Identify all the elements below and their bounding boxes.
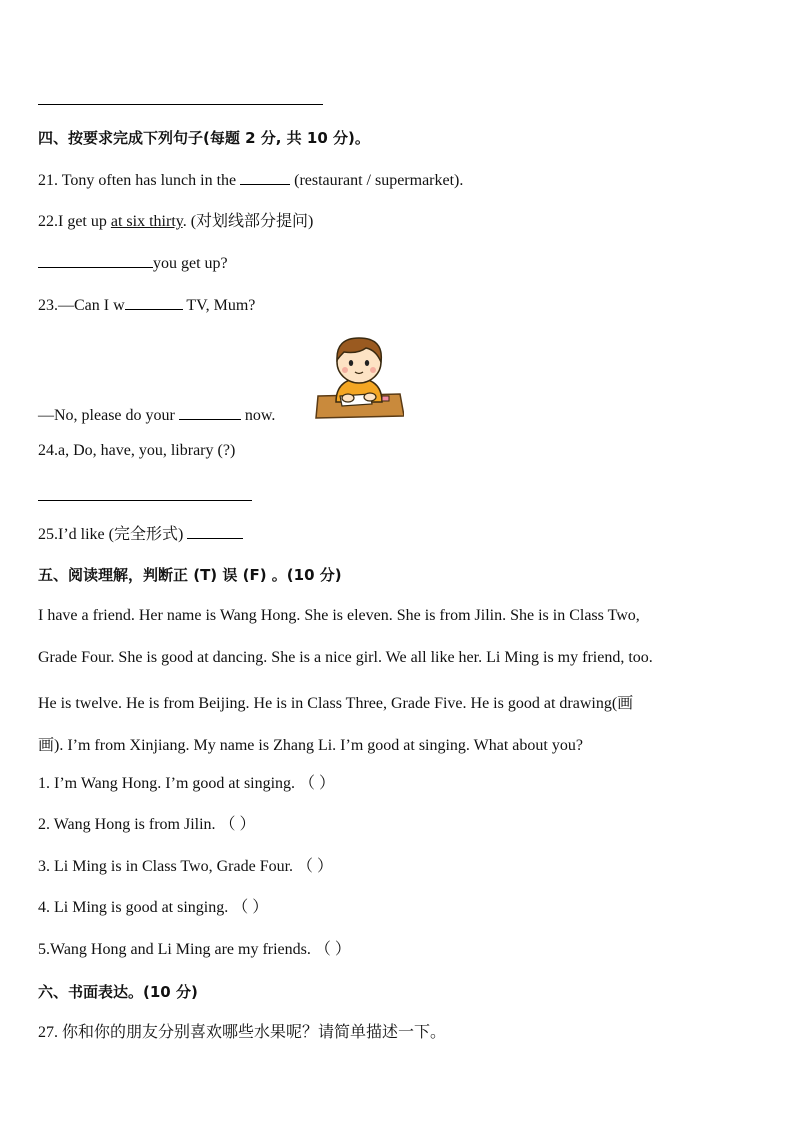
answer-line-top bbox=[38, 104, 323, 105]
boy-doing-homework-icon bbox=[314, 332, 404, 422]
judge-item-2[interactable]: 2. Wang Hong is from Jilin. （ ） bbox=[38, 816, 256, 833]
q22-post: . (对划线部分提问) bbox=[182, 213, 314, 230]
question-24: 24.a, Do, have, you, library (?) bbox=[38, 442, 236, 459]
judge-item-1[interactable]: 1. I’m Wang Hong. I’m good at singing. （ ） bbox=[38, 775, 336, 792]
q25-text: 25.I’d like (完全形式) bbox=[38, 526, 188, 543]
passage-line-4: 画). I’m from Xinjiang. My name is Zhang Li. I’m good at singing. What about you? bbox=[38, 737, 583, 754]
q21-pre: 21. Tony often has lunch in the bbox=[38, 172, 241, 189]
q22-blank[interactable] bbox=[38, 253, 153, 268]
question-21 bbox=[38, 170, 463, 191]
question-27: 27. 你和你的朋友分别喜欢哪些水果呢？请简单描述一下。 bbox=[38, 1024, 447, 1041]
q25-blank[interactable] bbox=[187, 524, 243, 539]
judge-item-4[interactable]: 4. Li Ming is good at singing. （ ） bbox=[38, 899, 269, 916]
passage-line-1: I have a friend. Her name is Wang Hong. She is eleven. She is from Jilin. She is in Class Two, bbox=[38, 607, 640, 624]
passage-line-3: He is twelve. He is from Beijing. He is in Class Three, Grade Five. He is good at drawing(画 bbox=[38, 695, 634, 712]
section-4-heading: 四、按要求完成下列句子(每题 2 分, 共 10 分)。 bbox=[38, 129, 370, 147]
q23-blank-1[interactable] bbox=[125, 295, 183, 310]
judge-item-3[interactable]: 3. Li Ming is in Class Two, Grade Four. （ ） bbox=[38, 858, 334, 875]
question-25 bbox=[38, 524, 243, 545]
q22-answer-tail: you get up? bbox=[153, 255, 228, 272]
section-6-heading: 六、书面表达。(10 分) bbox=[38, 983, 198, 1001]
q22-underlined: at six thirty bbox=[110, 213, 183, 230]
passage-line-2: Grade Four. She is good at dancing. She is a nice girl. We all like her. Li Ming is my friend, too. bbox=[38, 649, 653, 666]
question-23-line1 bbox=[38, 295, 255, 316]
q23-blank-2[interactable] bbox=[179, 405, 241, 420]
question-23-line2 bbox=[38, 405, 275, 426]
q23-line1-post: TV, Mum? bbox=[182, 297, 256, 314]
q21-post: (restaurant / supermarket). bbox=[290, 172, 464, 189]
question-22 bbox=[38, 212, 313, 232]
q24-answer-line[interactable] bbox=[38, 500, 252, 501]
q23-line2-pre: —No, please do your bbox=[38, 407, 179, 424]
q23-line2-post: now. bbox=[240, 407, 276, 424]
q23-line1-pre: 23.—Can I w bbox=[38, 297, 125, 314]
q22-pre: 22.I get up bbox=[38, 213, 111, 230]
q21-blank[interactable] bbox=[240, 170, 290, 185]
judge-item-5[interactable]: 5.Wang Hong and Li Ming are my friends. （ ） bbox=[38, 941, 351, 958]
question-22-answer bbox=[38, 253, 228, 274]
section-5-heading: 五、阅读理解，判断正 (T) 误 (F) 。(10 分) bbox=[38, 566, 342, 584]
